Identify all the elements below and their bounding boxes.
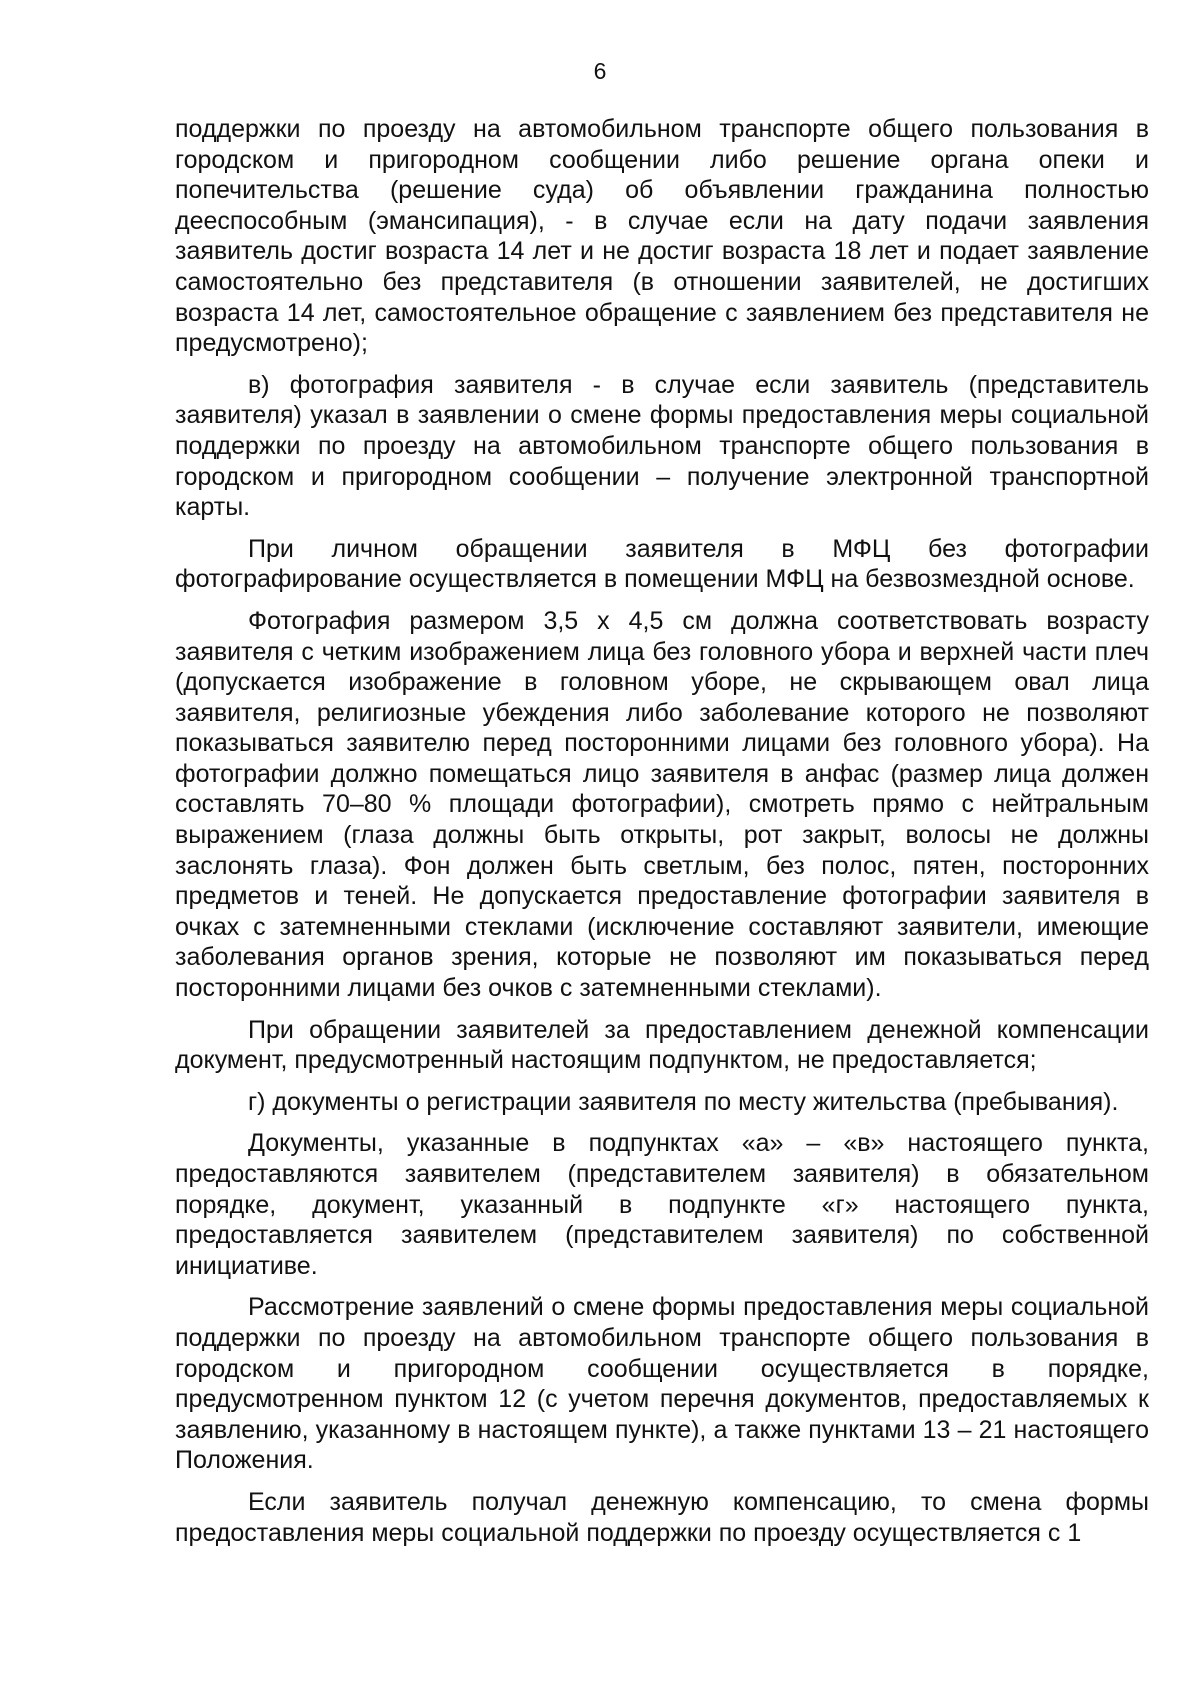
- paragraph-3: При личном обращении заявителя в МФЦ без фотографии фотографирование осуществляется в помещении МФЦ на безвозмездной основе.: [175, 534, 1149, 594]
- paragraph-7: Документы, указанные в подпунктах «а» – «в» настоящего пункта, предоставляются заявителем (представителем заявителя) в обязательном порядке, документ, указанный в подпункте «г» настоящего пункта, предоставляется заявителем (представителем заявителя) по собственной инициативе.: [175, 1129, 1149, 1280]
- paragraph-9: Если заявитель получал денежную компенсацию, то смена формы предоставления меры социальной поддержки по проезду осуществляется с 1: [175, 1487, 1149, 1547]
- paragraph-2: в) фотография заявителя - в случае если заявитель (представитель заявителя) указал в заявлении о смене формы предоставления меры социальной поддержки по проезду на автомобильном транспорте общего пользования в городском и пригородном сообщении – получение электронной транспортной карты.: [175, 370, 1149, 522]
- paragraph-1: поддержки по проезду на автомобильном транспорте общего пользования в городском и пригородном сообщении либо решение органа опеки и попечительства (решение суда) об объявлении гражданина полностью дееспособным (эмансипация), - в случае если на дату подачи заявления заявитель достиг возраста 14 лет и не достиг возраста 18 лет и подает заявление самостоятельно без представителя (в отношении заявителей, не достигших возраста 14 лет, самостоятельное обращение с заявлением без представителя не предусмотрено);: [175, 115, 1149, 358]
- paragraph-6: г) документы о регистрации заявителя по месту жительства (пребывания).: [248, 1087, 1119, 1116]
- paragraph-8: Рассмотрение заявлений о смене формы предоставления меры социальной поддержки по проезду на автомобильном транспорте общего пользования в городском и пригородном сообщении осуществляется в порядке, предусмотренном пунктом 12 (с учетом перечня документов, предоставляемых к заявлению, указанному в настоящем пункте), а также пунктами 13 – 21 настоящего Положения.: [175, 1293, 1149, 1475]
- paragraph-4: Фотография размером 3,5 х 4,5 см должна соответствовать возрасту заявителя с четким изображением лица без головного убора и верхней части плеч (допускается изображение в головном уборе, не скрывающем овал лица заявителя, религиозные убеждения либо заболевание которого не позволяют показываться заявителю перед посторонними лицами без головного убора). На фотографии должно помещаться лицо заявителя в анфас (размер лица должен составлять 70–80 % площади фотографии), смотреть прямо с нейтральным выражением (глаза должны быть открыты, рот закрыт, волосы не должны заслонять глаза). Фон должен быть светлым, без полос, пятен, посторонних предметов и теней. Не допускается предоставление фотографии заявителя в очках с затемненными стеклами (исключение составляют заявители, имеющие заболевания органов зрения, которые не позволяют им показываться перед посторонними лицами без очков с затемненными стеклами).: [175, 606, 1149, 1003]
- document-body: [175, 114, 1149, 1559]
- page-number: 6: [593, 58, 607, 84]
- paragraph-5: При обращении заявителей за предоставлением денежной компенсации документ, предусмотренный настоящим подпунктом, не предоставляется;: [175, 1015, 1149, 1075]
